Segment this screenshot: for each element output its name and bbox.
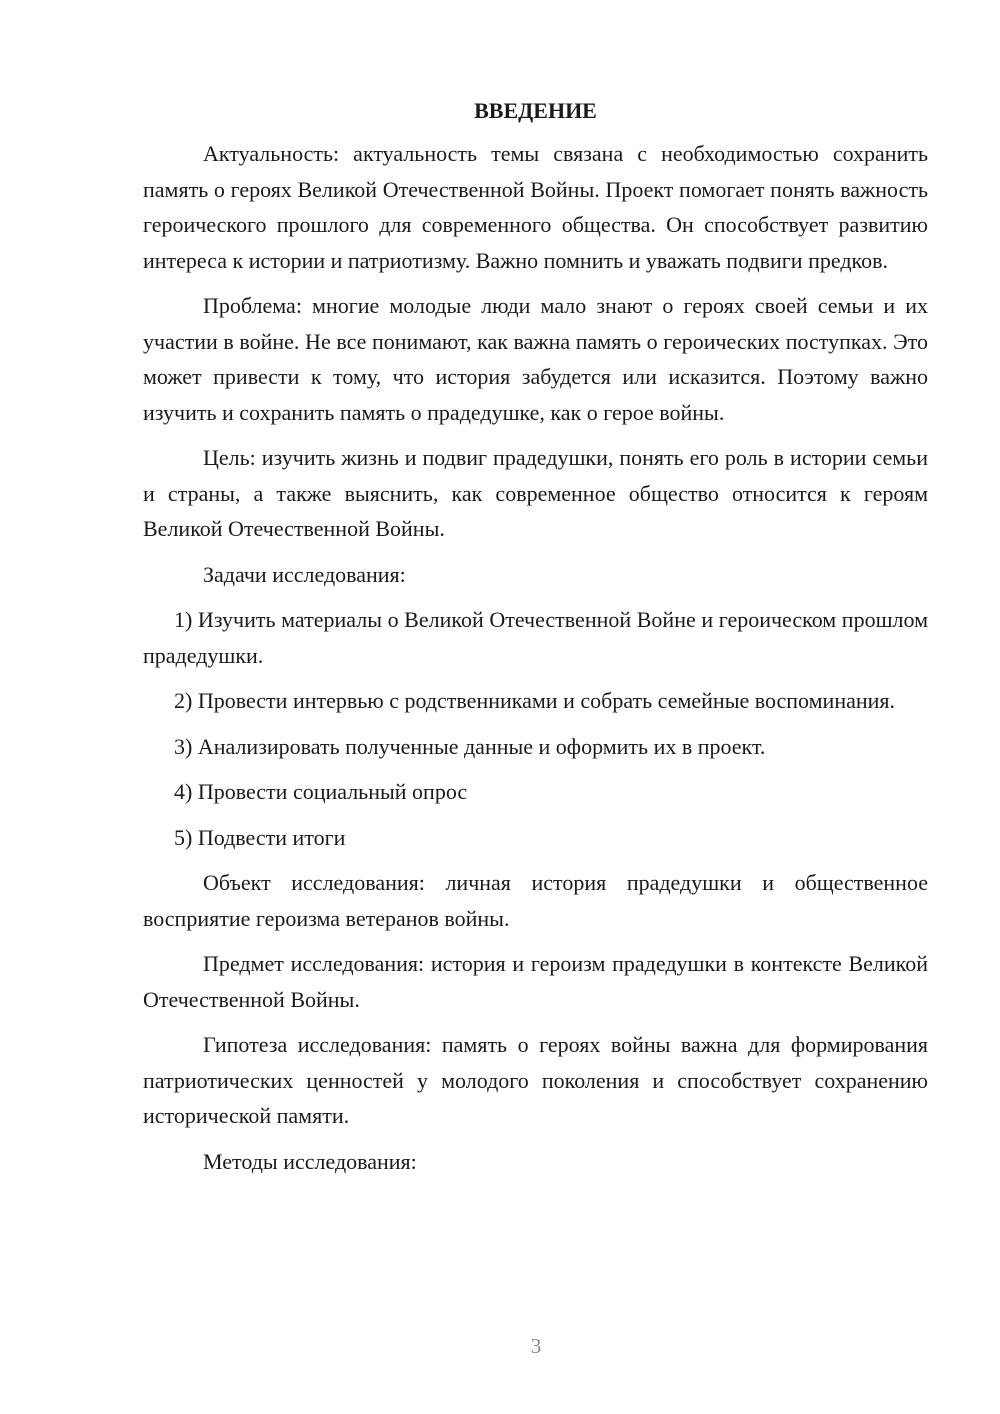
task-item-3: 3) Анализировать полученные данные и оформить их в проект. — [174, 733, 766, 759]
paragraph-methods: Методы исследования: — [203, 1148, 417, 1174]
page-number: 3 — [530, 1334, 542, 1358]
paragraph-subject: Предмет исследования: история и героизм прадедушки в контексте Великой Отечественной Войны. — [143, 951, 928, 1012]
task-item-4: 4) Провести социальный опрос — [174, 779, 468, 804]
paragraph-hypothesis: Гипотеза исследования: память о героях войны важна для формирования патриотических ценностей у молодого поколения и способствует сохранению исторической памяти. — [143, 1032, 928, 1128]
task-item-2: 2) Провести интервью с родственниками и собрать семейные воспоминания. — [174, 688, 896, 713]
paragraph-goal: Цель: изучить жизнь и подвиг прадедушки, понять его роль в истории семьи и страны, а также выяснить, как современное общество относится к героям Великой Отечественной Войны. — [143, 445, 928, 541]
paragraph-problem: Проблема: многие молодые люди мало знают о героях своей семьи и их участии в войне. Не все понимают, как важна память о героических поступках. Это может привести к тому, что история забудется или исказится. Поэтому важно изучить и сохранить память о прадедушке, как о герое войны. — [143, 293, 928, 425]
task-item-1: 1) Изучить материалы о Великой Отечественной Войне и героическом прошлом прадедушки. — [143, 607, 928, 668]
document-body — [143, 95, 928, 1189]
paragraph-relevance: Актуальность: актуальность темы связана с необходимостью сохранить память о героях Великой Отечественной Войны. Проект помогает понять важность героического прошлого для современного общества. Он способствует развитию интереса к истории и патриотизму. Важно помнить и уважать подвиги предков. — [143, 141, 928, 273]
paragraph-tasks-title: Задачи исследования: — [203, 561, 406, 587]
task-item-5: 5) Подвести итоги — [174, 824, 346, 850]
section-heading: ВВЕДЕНИЕ — [474, 98, 597, 123]
paragraph-object: Объект исследования: личная история прадедушки и общественное восприятие героизма ветеранов войны. — [143, 870, 928, 931]
